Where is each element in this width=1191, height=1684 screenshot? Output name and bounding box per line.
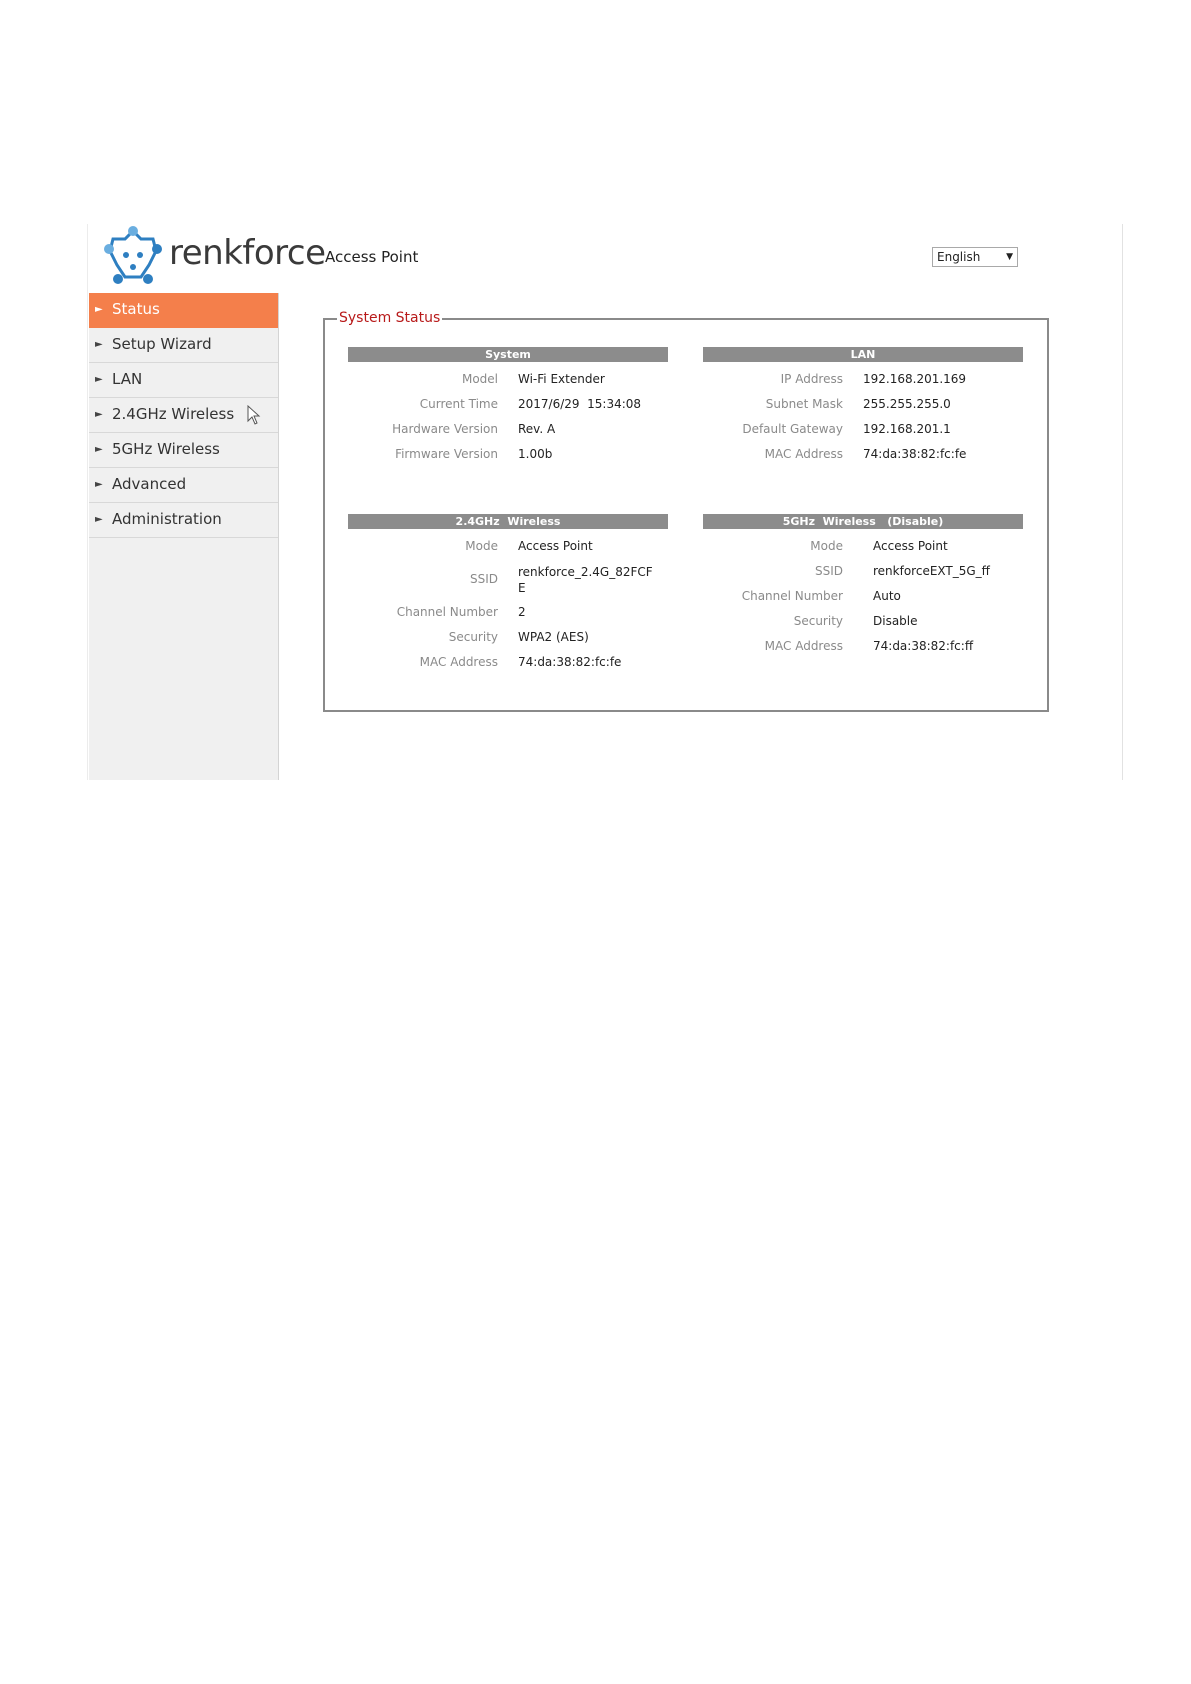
info-label: Default Gateway (742, 422, 843, 436)
triangle-right-icon: ► (95, 479, 103, 490)
sidebar-item-lan[interactable] (89, 363, 278, 398)
system-panel (348, 347, 668, 461)
product-title: Access Point (325, 248, 419, 266)
triangle-right-icon: ► (95, 409, 103, 420)
info-value: WPA2 (AES) (518, 630, 589, 644)
sidebar-item-5ghz-wireless[interactable] (89, 433, 278, 468)
system-status-legend: System Status (339, 310, 441, 326)
info-value: 74:da:38:82:fc:fe (863, 447, 967, 461)
panel-header: LAN (703, 347, 1023, 362)
info-label: Channel Number (396, 605, 498, 619)
sidebar-item-label: 5GHz Wireless (112, 440, 220, 458)
info-value: 74:da:38:82:fc:ff (873, 639, 974, 653)
sidebar-item-label: Status (112, 300, 160, 318)
info-value: Auto (873, 589, 901, 603)
info-value: 2 (518, 605, 526, 619)
info-label: SSID (814, 564, 843, 578)
info-value: 74:da:38:82:fc:fe (518, 655, 622, 669)
info-value: Wi-Fi Extender (518, 372, 605, 386)
info-label: SSID (469, 572, 498, 586)
info-value: 2017/6/29 15:34:08 (518, 397, 642, 411)
sidebar-item-status[interactable] (89, 293, 278, 328)
lan-panel (703, 347, 1023, 461)
info-value: 192.168.201.1 (863, 422, 951, 436)
info-value: Access Point (873, 539, 948, 553)
sidebar-item-administration[interactable] (89, 503, 278, 538)
info-value: renkforce_2.4G_82FCF E (518, 565, 653, 595)
info-label: Subnet Mask (765, 397, 843, 411)
sidebar-item-label: Advanced (112, 475, 187, 493)
info-label: Security (448, 630, 498, 644)
sidebar-item-label: Administration (112, 510, 222, 528)
info-value: 255.255.255.0 (863, 397, 951, 411)
panel-header: System (348, 347, 668, 362)
triangle-right-icon: ► (95, 304, 103, 315)
triangle-right-icon: ► (95, 339, 103, 350)
language-select[interactable] (932, 247, 1018, 267)
info-value: Access Point (518, 539, 593, 553)
info-label: Mode (465, 539, 498, 553)
brand-name: renkforce (169, 233, 326, 273)
info-label: Security (793, 614, 843, 628)
info-label: MAC Address (419, 655, 498, 669)
info-label: Mode (810, 539, 843, 553)
wireless-5ghz-panel (703, 514, 1023, 653)
sidebar-item-setup-wizard[interactable] (89, 328, 278, 363)
panel-header: 5GHz Wireless (Disable) (703, 514, 1023, 529)
info-label: Channel Number (741, 589, 843, 603)
triangle-right-icon: ► (95, 514, 103, 525)
renkforce-star-icon (101, 225, 165, 287)
info-value: Rev. A (518, 422, 556, 436)
info-label: Firmware Version (395, 447, 498, 461)
mouse-cursor-icon (247, 405, 261, 425)
info-label: Model (461, 372, 498, 386)
triangle-right-icon: ► (95, 374, 103, 385)
panel-header: 2.4GHz Wireless (348, 514, 668, 529)
info-value: 192.168.201.169 (863, 372, 967, 386)
info-value: renkforceEXT_5G_ff (873, 564, 990, 578)
info-value: Disable (873, 614, 918, 628)
info-label: MAC Address (764, 639, 843, 653)
triangle-right-icon: ► (95, 444, 103, 455)
wireless-24ghz-panel (348, 514, 668, 669)
sidebar-item-label: 2.4GHz Wireless (112, 405, 235, 423)
sidebar-item-label: LAN (112, 370, 143, 388)
info-label: MAC Address (764, 447, 843, 461)
info-label: IP Address (780, 372, 843, 386)
sidebar-item-advanced[interactable] (89, 468, 278, 503)
info-value: 1.00b (518, 447, 553, 461)
triangle-down-icon: ▼ (1006, 252, 1013, 262)
sidebar-item-label: Setup Wizard (112, 335, 212, 353)
info-label: Hardware Version (392, 422, 498, 436)
info-label: Current Time (419, 397, 498, 411)
sidebar-nav (89, 293, 279, 780)
language-value: English (937, 250, 981, 264)
